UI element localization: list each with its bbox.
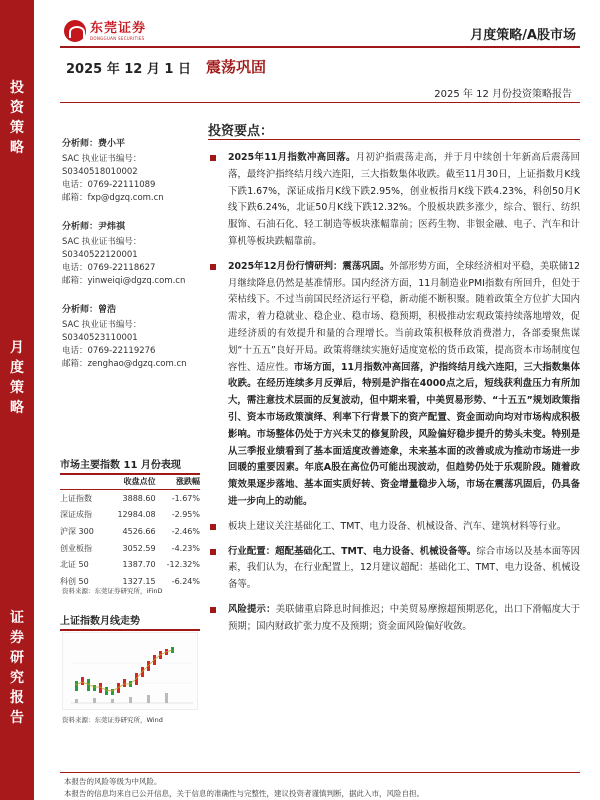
index-table-header	[60, 474, 105, 490]
index-table-cell: 12984.08	[117, 510, 156, 520]
key-points-list	[206, 150, 580, 644]
analyst-card	[62, 304, 202, 371]
analyst-card	[62, 138, 202, 205]
analyst-cert: S0340523110001	[62, 333, 138, 343]
analyst-name: 分析师：费小平	[62, 139, 126, 149]
side-label-strategy: 投 资 策 略	[10, 80, 24, 156]
logo-mark-icon	[64, 20, 86, 42]
bullet-lead: 2025年12月份行情研判：震荡巩固。	[228, 260, 390, 272]
index-table-cell: 上证指数	[60, 493, 92, 503]
index-table-source: 资料来源：东莞证券研究所，iFinD	[62, 587, 163, 595]
index-table-header: 收盘点位	[105, 474, 156, 490]
index-table-cell: 科创 50	[60, 576, 89, 586]
index-table-cell: -12.32%	[166, 560, 200, 570]
logo-cn: 东莞证券	[90, 20, 147, 36]
index-chart	[62, 632, 198, 710]
index-table-cell: 北证 50	[60, 560, 89, 570]
index-table-row	[60, 556, 200, 573]
index-table-cell: 1387.70	[122, 560, 156, 570]
bullet-strong: 市场方面，11月指数冲高回落，沪指终结月线六连阳，三大指数集体收跌。在经历连续多月反弹后，特别是沪指在4000点之后，短线获利盘压力有所加大，需注意技术层面的反复波动，但中期来看，中美贸易形势、“十五五”规划政策指引、资本市场政策演绎、利率下行背景下的资产配置、资金面动向均对市场构成积极影响。市场整体仍处于方兴未艾的修复阶段，风险偏好稳步提升的势头未变。特别是从三季报业绩看到了基本面适度改善迹象，未来基本面的改善或成为推动市场进一步回暖的重要因素。年底A股在高位仍可能出现波动，但趋势仍处于乐观阶段。随着政策效果逐步落地、基本面实质好转、资金增量稳步入场，市场在震荡巩固后，仍具备进一步向上的动能。	[228, 361, 580, 507]
bullet-sectors	[206, 519, 580, 536]
analyst-cert-label: SAC 执业证书编号：	[62, 237, 142, 247]
header-rule	[60, 46, 580, 48]
bullet-november-review	[206, 150, 580, 251]
side-label-monthly: 月 度 策 略	[10, 340, 24, 416]
bullet-tail: 综合市场以及基本面等因素，我们认为，在行业配置上，12月建议超配：基础化工、TMT、电力设备、机械设备等。	[228, 545, 580, 591]
chart-candle	[75, 681, 78, 691]
bullet-body: 美联储重启降息时间推迟；中美贸易摩擦超预期恶化，出口下滑幅度大于预期；国内财政扩张力度不及预期；资金面风险偏好收敛。	[228, 603, 580, 632]
footer-line: 本报告的风险等级为中风险。	[64, 777, 162, 786]
index-table-cell: 3052.59	[122, 543, 156, 553]
bullet-allocation	[206, 544, 580, 594]
report-date: 2025 年 12 月 1 日	[66, 62, 191, 77]
chart-source: 资料来源：东莞证券研究所，Wind	[62, 716, 163, 724]
index-table-cell: 4526.66	[122, 526, 156, 536]
chart-volume-bar	[129, 697, 132, 703]
analyst-phone: 电话：0769-22111089	[62, 180, 156, 190]
bullet-lead: 行业配置：	[228, 545, 276, 557]
analyst-cert: S0340518010002	[62, 167, 138, 177]
report-title: 震荡巩固	[206, 58, 267, 76]
analyst-name: 分析师：曾浩	[62, 305, 117, 315]
bullet-body: 外部形势方面，全球经济相对平稳，美联储12月继续降息仍然是基准情形。国内经济方面，11月制造业PMI指数有所回升，但处于荣枯线下。不过当前国民经济运行平稳，新动能不断积聚。随着政策全方位扩大国内需求，着力稳就业、稳企业、稳市场、稳预期，积极推动宏观政策持续落地增效，促进经济质的有效提升和量的合理增长。当前政策积极释放消费潜力，各部委聚焦谋划“十五五”良好开局。政策将继续实施好适度宽松的货币政策，提高资本市场制度包容性、适应性。	[228, 260, 580, 373]
analyst-cert: S0340522120001	[62, 250, 138, 260]
chart-volume-bar	[147, 695, 150, 703]
bullet-strong: 超配基础化工、TMT、电力设备、机械设备等。	[275, 545, 477, 557]
index-table-row	[60, 507, 200, 524]
index-table-row	[60, 523, 200, 540]
analyst-email: 邮箱：yinweiqi@dgzq.com.cn	[62, 276, 186, 286]
index-table-cell: 3888.60	[122, 493, 156, 503]
key-points-rule	[208, 139, 580, 140]
chart-candle	[93, 685, 96, 691]
footer-line: 本报告的信息均来自已公开信息，关于信息的准确性与完整性，建议投资者谨慎判断，据此入市，风险自担。	[64, 789, 424, 798]
key-points-title: 投资要点：	[208, 124, 274, 139]
report-subtitle: 2025 年 12 月份投资策略报告	[434, 89, 572, 100]
analyst-phone: 电话：0769-22119276	[62, 346, 156, 356]
chart-volume	[75, 693, 168, 703]
analyst-card	[62, 221, 202, 288]
chart-volume-bar	[165, 693, 168, 703]
index-table-cell: 深证成指	[60, 510, 92, 520]
index-chart-svg	[63, 633, 199, 711]
chart-candles	[75, 647, 174, 695]
index-table-row	[60, 490, 200, 507]
bullet-lead: 风险提示：	[228, 603, 276, 615]
index-table-cell: 创业板指	[60, 543, 92, 553]
report-type: 月度策略/A股市场	[470, 28, 576, 43]
chart-volume-bar	[93, 698, 96, 703]
bullet-lead: 2025年11月指数冲高回落。	[228, 152, 356, 163]
footer-rule	[60, 772, 580, 773]
index-table-cell: 沪深 300	[60, 526, 94, 536]
index-table-cell: -4.23%	[171, 543, 200, 553]
chart-candle	[105, 687, 108, 695]
analyst-name: 分析师：尹炜祺	[62, 222, 126, 232]
index-table-cell: -2.95%	[171, 510, 200, 520]
side-label-research: 证 券 研 究 报 告	[10, 610, 24, 726]
chart-volume-bar	[75, 699, 78, 703]
analyst-cert-label: SAC 执业证书编号：	[62, 320, 142, 330]
index-table-cell: -6.24%	[171, 576, 200, 586]
chart-candle	[123, 679, 126, 687]
chart-candle	[81, 677, 84, 685]
logo-en: DONGGUAN SECURITIES	[90, 35, 145, 41]
bullet-december-outlook	[206, 259, 580, 511]
index-table-title: 市场主要指数 11 月份表现	[60, 456, 200, 475]
index-table-row	[60, 540, 200, 557]
company-logo	[64, 20, 146, 42]
index-table-cell: -1.67%	[171, 493, 200, 503]
bullet-body: 月初沪指震荡走高，并于月中续创十年新高后震荡回落，最终沪指终结月线六连阳，三大指数集体收跌。截至11月30日，上证指数月K线下跌1.67%，深证成指月K线下跌2.95%，创业板指月K线下跌4.23%，科创50月K线下跌6.24%，北证50月K线下跌12.32%。个股板块跌多涨少，综合、银行、纺织服饰、石油石化、轻工制造等板块涨幅靠前；医药生物、非银金融、电子、汽车和计算机等板块跌幅靠前。	[228, 152, 580, 247]
index-table-cell: -2.46%	[171, 526, 200, 536]
index-table-header-row	[60, 474, 200, 490]
title-rule	[60, 102, 580, 103]
bullet-risk	[206, 602, 580, 636]
bullet-body: 板块上建议关注基础化工、TMT、电力设备、机械设备、汽车、建筑材料等行业。	[228, 520, 567, 532]
analyst-email: 邮箱：zenghao@dgzq.com.cn	[62, 359, 187, 369]
chart-title: 上证指数月线走势	[60, 612, 200, 631]
chart-volume-bar	[111, 699, 114, 703]
analyst-cert-label: SAC 执业证书编号：	[62, 154, 142, 164]
index-table	[60, 474, 200, 590]
analyst-email: 邮箱：fxp@dgzq.com.cn	[62, 193, 164, 203]
index-table-cell: 1327.15	[122, 576, 156, 586]
footer-disclaimer	[64, 776, 424, 800]
analyst-list	[62, 138, 202, 387]
index-table-header: 涨跌幅	[156, 474, 200, 490]
analyst-phone: 电话：0769-22118627	[62, 263, 156, 273]
